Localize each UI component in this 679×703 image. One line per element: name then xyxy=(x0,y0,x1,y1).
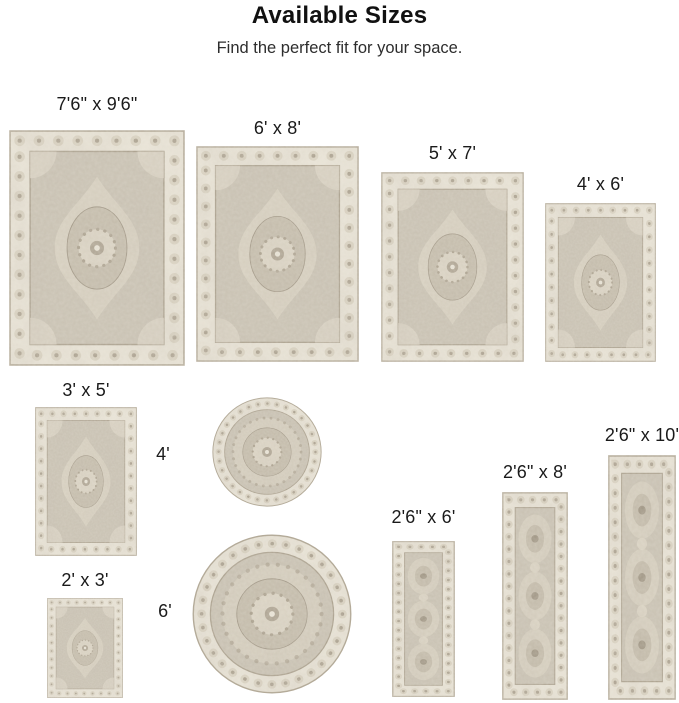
rug-5x7 xyxy=(381,172,524,362)
rug-7-6x9-6 xyxy=(9,130,185,366)
rug-image xyxy=(196,146,359,362)
size-label-4x6: 4' x 6' xyxy=(576,174,625,194)
page-subtitle: Find the perfect fit for your space. xyxy=(216,39,463,57)
size-label-3x5: 3' x 5' xyxy=(62,380,110,400)
page-title: Available Sizes xyxy=(251,2,428,29)
size-label-5x7: 5' x 7' xyxy=(428,143,477,163)
size-label-6x8: 6' x 8' xyxy=(253,118,302,138)
rug-4x6 xyxy=(545,203,656,362)
rug-image xyxy=(381,172,524,362)
rug-image xyxy=(47,598,123,698)
rug-image xyxy=(608,455,676,700)
size-label-7-6x9-6: 7'6" x 9'6" xyxy=(56,94,138,114)
size-label-2-6x8: 2'6" x 8' xyxy=(502,462,568,482)
rug-image xyxy=(35,407,137,556)
rug-image xyxy=(9,130,185,366)
rug-4-round xyxy=(212,397,322,507)
rug-3x5 xyxy=(35,407,137,556)
size-label-2x3: 2' x 3' xyxy=(61,570,109,590)
size-label-6-round: 6' xyxy=(158,601,172,621)
rug-image xyxy=(192,534,352,694)
rug-image xyxy=(545,203,656,362)
rug-image xyxy=(502,492,568,700)
rug-2-6x6 xyxy=(392,541,455,697)
size-label-2-6x6: 2'6" x 6' xyxy=(391,507,456,527)
rug-6x8 xyxy=(196,146,359,362)
rug-image xyxy=(212,397,322,507)
rug-2-6x8 xyxy=(502,492,568,700)
rug-2-6x10 xyxy=(608,455,676,700)
size-label-4-round: 4' xyxy=(156,444,170,464)
rug-image xyxy=(392,541,455,697)
rug-2x3 xyxy=(47,598,123,698)
size-label-2-6x10: 2'6" x 10' xyxy=(604,425,679,445)
rug-6-round xyxy=(192,534,352,694)
